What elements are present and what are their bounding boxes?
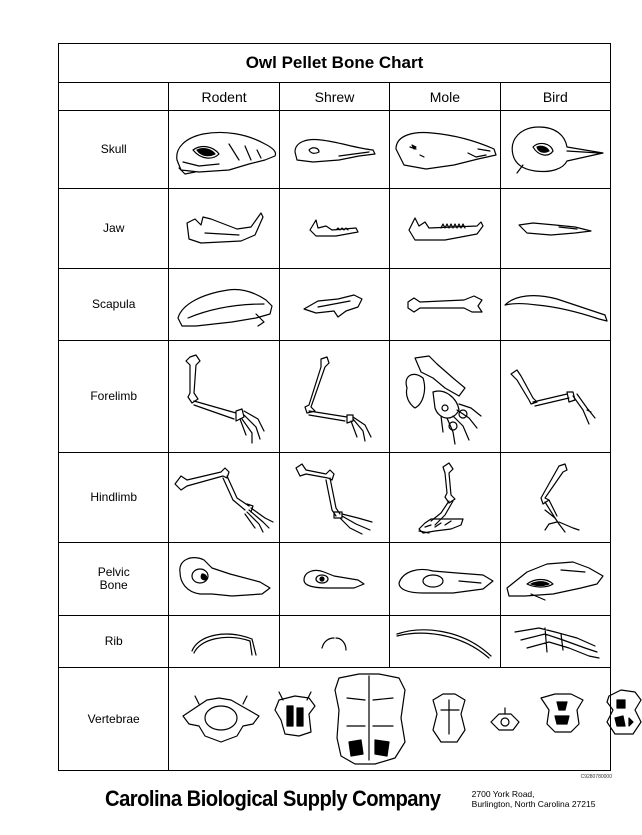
shrew-rib-cell	[279, 616, 389, 668]
atlas-vertebra-drawing	[183, 696, 259, 742]
bird-rib-drawing	[505, 622, 605, 662]
shrew-skull-drawing	[289, 130, 379, 170]
rodent-forelimb-cell	[169, 341, 279, 453]
row-label-forelimb: Forelimb	[59, 341, 169, 453]
rodent-forelimb-drawing	[172, 349, 276, 445]
rodent-rib-cell	[169, 616, 279, 668]
rodent-hindlimb-drawing	[169, 462, 279, 534]
mole-skull-cell	[390, 111, 500, 189]
bone-chart-table	[58, 43, 611, 771]
shrew-hindlimb-cell	[279, 453, 389, 543]
column-header-shrew: Shrew	[279, 83, 389, 111]
shrew-forelimb-cell	[279, 341, 389, 453]
mole-pelvic-bone-drawing	[393, 559, 497, 599]
bird-forelimb-cell	[500, 341, 610, 453]
footer	[105, 784, 595, 814]
shrew-rib-drawing	[314, 630, 354, 654]
address-line1: 2700 York Road,	[471, 789, 535, 799]
mole-rib-cell	[390, 616, 500, 668]
column-header-mole: Mole	[390, 83, 500, 111]
rodent-rib-drawing	[186, 625, 262, 659]
vertebrae-cell	[169, 668, 611, 771]
bird-forelimb-drawing	[503, 362, 607, 432]
row-label-rib: Rib	[59, 616, 169, 668]
mole-hindlimb-drawing	[395, 459, 495, 537]
rodent-scapula-drawing	[172, 278, 276, 332]
rodent-pelvic-bone-drawing	[172, 552, 276, 606]
bird-rib-cell	[500, 616, 610, 668]
bird-pelvic-bone-drawing	[501, 554, 609, 604]
mole-forelimb-drawing	[393, 348, 497, 446]
bird-jaw-drawing	[515, 217, 595, 241]
rodent-jaw-drawing	[181, 209, 267, 249]
caudal-vertebra-drawing	[607, 690, 641, 734]
bird-scapula-drawing	[501, 285, 613, 325]
shrew-hindlimb-drawing	[284, 460, 384, 536]
shrew-jaw-drawing	[306, 216, 362, 242]
rodent-skull-cell	[169, 111, 279, 189]
thoracic-vertebra-drawing	[275, 692, 315, 736]
bone-chart	[58, 43, 611, 771]
row-label-hindlimb: Hindlimb	[59, 453, 169, 543]
vertebrae-drawing-group	[169, 670, 642, 768]
corner-cell	[59, 83, 169, 111]
row-label-skull: Skull	[59, 111, 169, 189]
column-header-bird: Bird	[500, 83, 610, 111]
shrew-jaw-cell	[279, 189, 389, 269]
column-header-rodent: Rodent	[169, 83, 279, 111]
bird-jaw-cell	[500, 189, 610, 269]
bird-hindlimb-cell	[500, 453, 610, 543]
bird-hindlimb-drawing	[515, 460, 595, 536]
mole-skull-drawing	[390, 127, 500, 173]
row-label-jaw: Jaw	[59, 189, 169, 269]
bird-skull-drawing	[503, 121, 607, 179]
rodent-hindlimb-cell	[169, 453, 279, 543]
shrew-pelvic-bone-cell	[279, 543, 389, 616]
rodent-scapula-cell	[169, 269, 279, 341]
mole-pelvic-bone-cell	[390, 543, 500, 616]
address-line2: Burlington, North Carolina 27215	[471, 799, 596, 809]
mole-scapula-drawing	[402, 292, 488, 318]
row-label-scapula: Scapula	[59, 269, 169, 341]
row-label-pelvic-line2: Bone	[99, 578, 128, 592]
small-vertebra-drawing	[491, 708, 519, 730]
cervical-vertebra-drawing	[541, 694, 583, 732]
bird-scapula-cell	[500, 269, 610, 341]
rodent-jaw-cell	[169, 189, 279, 269]
shrew-pelvic-bone-drawing	[298, 564, 370, 594]
company-name: Carolina Biological Supply Company	[105, 786, 441, 811]
shrew-skull-cell	[279, 111, 389, 189]
lumbar-vertebra-drawing	[433, 694, 465, 742]
catalog-code: C9280780000	[580, 774, 612, 780]
row-label-pelvic-bone	[59, 543, 169, 616]
mole-jaw-drawing	[405, 212, 485, 246]
shrew-scapula-drawing	[298, 289, 370, 321]
mole-scapula-cell	[390, 269, 500, 341]
chart-title: Owl Pellet Bone Chart	[59, 44, 611, 83]
mole-jaw-cell	[390, 189, 500, 269]
bird-pelvic-bone-cell	[500, 543, 610, 616]
rodent-pelvic-bone-cell	[169, 543, 279, 616]
shrew-forelimb-drawing	[285, 351, 383, 443]
sacral-vertebra-drawing	[335, 674, 405, 764]
mole-hindlimb-cell	[390, 453, 500, 543]
company-address	[472, 789, 596, 809]
row-label-pelvic-line1: Pelvic	[97, 565, 130, 579]
rodent-skull-drawing	[169, 120, 281, 180]
shrew-scapula-cell	[279, 269, 389, 341]
bird-skull-cell	[500, 111, 610, 189]
row-label-vertebrae: Vertebrae	[59, 668, 169, 771]
mole-rib-drawing	[391, 622, 499, 662]
mole-forelimb-cell	[390, 341, 500, 453]
